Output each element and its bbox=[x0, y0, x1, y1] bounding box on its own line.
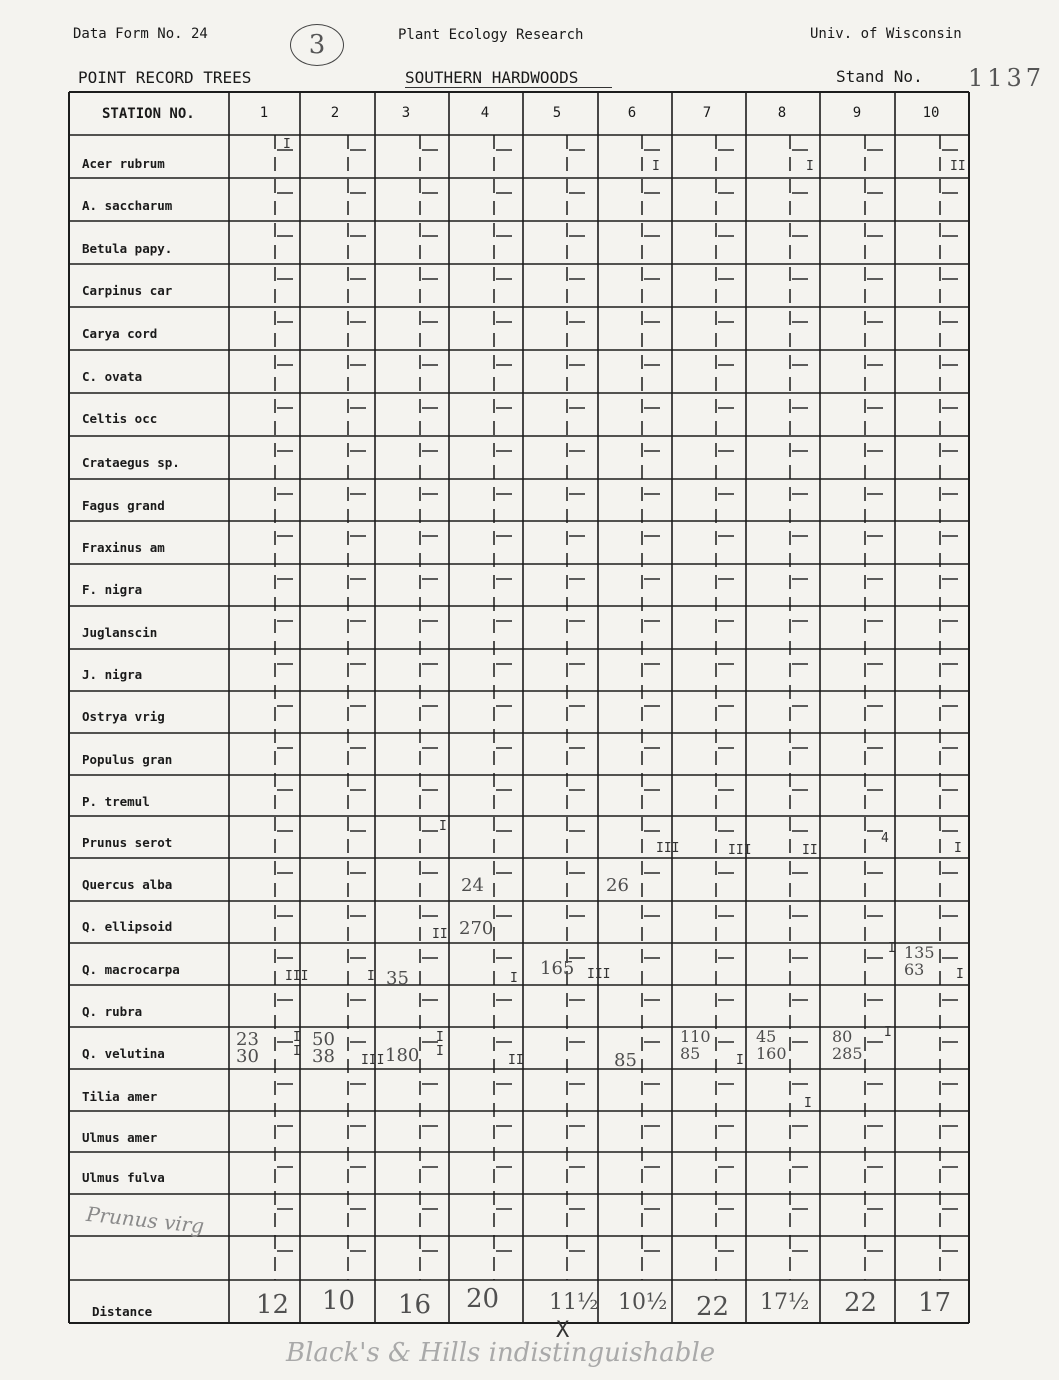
species-label: Juglanscin bbox=[82, 625, 158, 640]
diameter-entry: 23 30 bbox=[236, 1029, 259, 1067]
tally-entry: I I bbox=[436, 1030, 444, 1059]
tally-entry: I I bbox=[293, 1030, 301, 1059]
species-label: Celtis occ bbox=[82, 411, 158, 426]
tally-entry: I bbox=[283, 137, 291, 152]
species-label: C. ovata bbox=[82, 369, 143, 384]
station-5: 5 bbox=[552, 105, 562, 121]
tally-entry: I bbox=[888, 941, 896, 956]
species-label: Prunus serot bbox=[82, 835, 173, 850]
species-label: Fraxinus am bbox=[82, 540, 165, 555]
diameter-entry: 270 bbox=[459, 918, 494, 939]
species-label: J. nigra bbox=[82, 667, 143, 682]
diameter-entry: 26 bbox=[606, 875, 629, 896]
tally-entry: I bbox=[367, 969, 375, 984]
distance-value: 22 bbox=[844, 1288, 878, 1318]
diameter-entry: 50 38 bbox=[312, 1029, 335, 1067]
tally-entry: I bbox=[806, 159, 814, 174]
tally-entry: III bbox=[656, 841, 680, 856]
tally-entry: II bbox=[432, 927, 448, 942]
tally-entry: I bbox=[652, 159, 660, 174]
distance-value: 11½ bbox=[549, 1290, 599, 1315]
station-8: 8 bbox=[777, 105, 787, 121]
stand-label: Stand No. bbox=[836, 67, 923, 86]
species-label: Acer rubrum bbox=[82, 156, 165, 171]
diameter-entry: 135 63 bbox=[904, 943, 935, 979]
species-label: Ulmus fulva bbox=[82, 1170, 165, 1185]
station-9: 9 bbox=[852, 105, 862, 121]
diameter-entry: 165 bbox=[540, 958, 575, 979]
station-3: 3 bbox=[401, 105, 411, 121]
tally-entry: I bbox=[736, 1053, 744, 1068]
tally-entry: I bbox=[439, 819, 447, 834]
species-label: Fagus grand bbox=[82, 498, 165, 513]
species-label: Q. macrocarpa bbox=[82, 962, 180, 977]
station-4: 4 bbox=[480, 105, 490, 121]
distance-value: 10½ bbox=[618, 1290, 668, 1315]
tally-entry: I bbox=[884, 1025, 892, 1040]
distance-value: 20 bbox=[466, 1284, 500, 1314]
form-number: Data Form No. 24 bbox=[73, 26, 208, 42]
distance-value: 12 bbox=[256, 1290, 290, 1320]
tally-entry: I bbox=[954, 841, 962, 856]
species-label: P. tremul bbox=[82, 794, 150, 809]
footer-note: Black's & Hills indistinguishable bbox=[286, 1338, 716, 1368]
species-label: Carpinus car bbox=[82, 283, 173, 298]
form-title: POINT RECORD TREES bbox=[78, 68, 252, 87]
species-label: A. saccharum bbox=[82, 198, 173, 213]
diameter-entry: 35 bbox=[386, 968, 409, 989]
tally-entry: II bbox=[508, 1053, 524, 1068]
species-label: Ulmus amer bbox=[82, 1130, 158, 1145]
circled-number: 3 bbox=[290, 24, 344, 66]
added-species-handwritten: Prunus virg bbox=[85, 1201, 206, 1239]
station-1: 1 bbox=[259, 105, 269, 121]
tally-entry: III bbox=[587, 967, 611, 982]
species-label: Carya cord bbox=[82, 326, 158, 341]
station-10: 10 bbox=[922, 105, 940, 121]
stand-number: 1137 bbox=[968, 64, 1046, 92]
distance-value: 16 bbox=[398, 1290, 432, 1320]
species-label: Quercus alba bbox=[82, 877, 173, 892]
species-label: Tilia amer bbox=[82, 1089, 158, 1104]
tally-entry: 4 bbox=[881, 831, 889, 846]
station-7: 7 bbox=[702, 105, 712, 121]
tally-entry: I bbox=[510, 971, 518, 986]
organization: Plant Ecology Research bbox=[398, 27, 584, 43]
tally-entry: II bbox=[950, 159, 966, 174]
species-label: Betula papy. bbox=[82, 241, 173, 256]
diameter-entry: 85 bbox=[614, 1050, 637, 1071]
tally-entry: I bbox=[804, 1096, 812, 1111]
distance-value: 10 bbox=[322, 1286, 356, 1316]
diameter-entry: 24 bbox=[461, 875, 484, 896]
station-2: 2 bbox=[330, 105, 340, 121]
tally-entry: I bbox=[956, 967, 964, 982]
species-label: Populus gran bbox=[82, 752, 173, 767]
station-6: 6 bbox=[627, 105, 637, 121]
tally-entry: II bbox=[802, 843, 818, 858]
species-label: Crataegus sp. bbox=[82, 455, 180, 470]
university: Univ. of Wisconsin bbox=[810, 26, 962, 42]
diameter-entry: 80 285 bbox=[832, 1027, 863, 1063]
diameter-entry: 45 160 bbox=[756, 1027, 787, 1063]
station-no-label: STATION NO. bbox=[102, 106, 195, 122]
distance-label: Distance bbox=[92, 1304, 153, 1319]
forest-type: SOUTHERN HARDWOODS bbox=[405, 68, 612, 88]
distance-value: 17 bbox=[918, 1288, 952, 1318]
tally-entry: III bbox=[361, 1053, 385, 1068]
distance-value: 22 bbox=[696, 1292, 730, 1322]
diameter-entry: 180 bbox=[385, 1045, 420, 1066]
x-mark: X bbox=[556, 1318, 570, 1343]
species-label: Ostrya vrig bbox=[82, 709, 165, 724]
species-label: Q. rubra bbox=[82, 1004, 143, 1019]
species-label: Q. ellipsoid bbox=[82, 919, 173, 934]
species-label: Q. velutina bbox=[82, 1046, 165, 1061]
distance-value: 17½ bbox=[760, 1290, 810, 1315]
species-label: F. nigra bbox=[82, 582, 143, 597]
tally-entry: III bbox=[285, 969, 309, 984]
tally-entry: III bbox=[728, 843, 752, 858]
diameter-entry: 110 85 bbox=[680, 1027, 711, 1063]
